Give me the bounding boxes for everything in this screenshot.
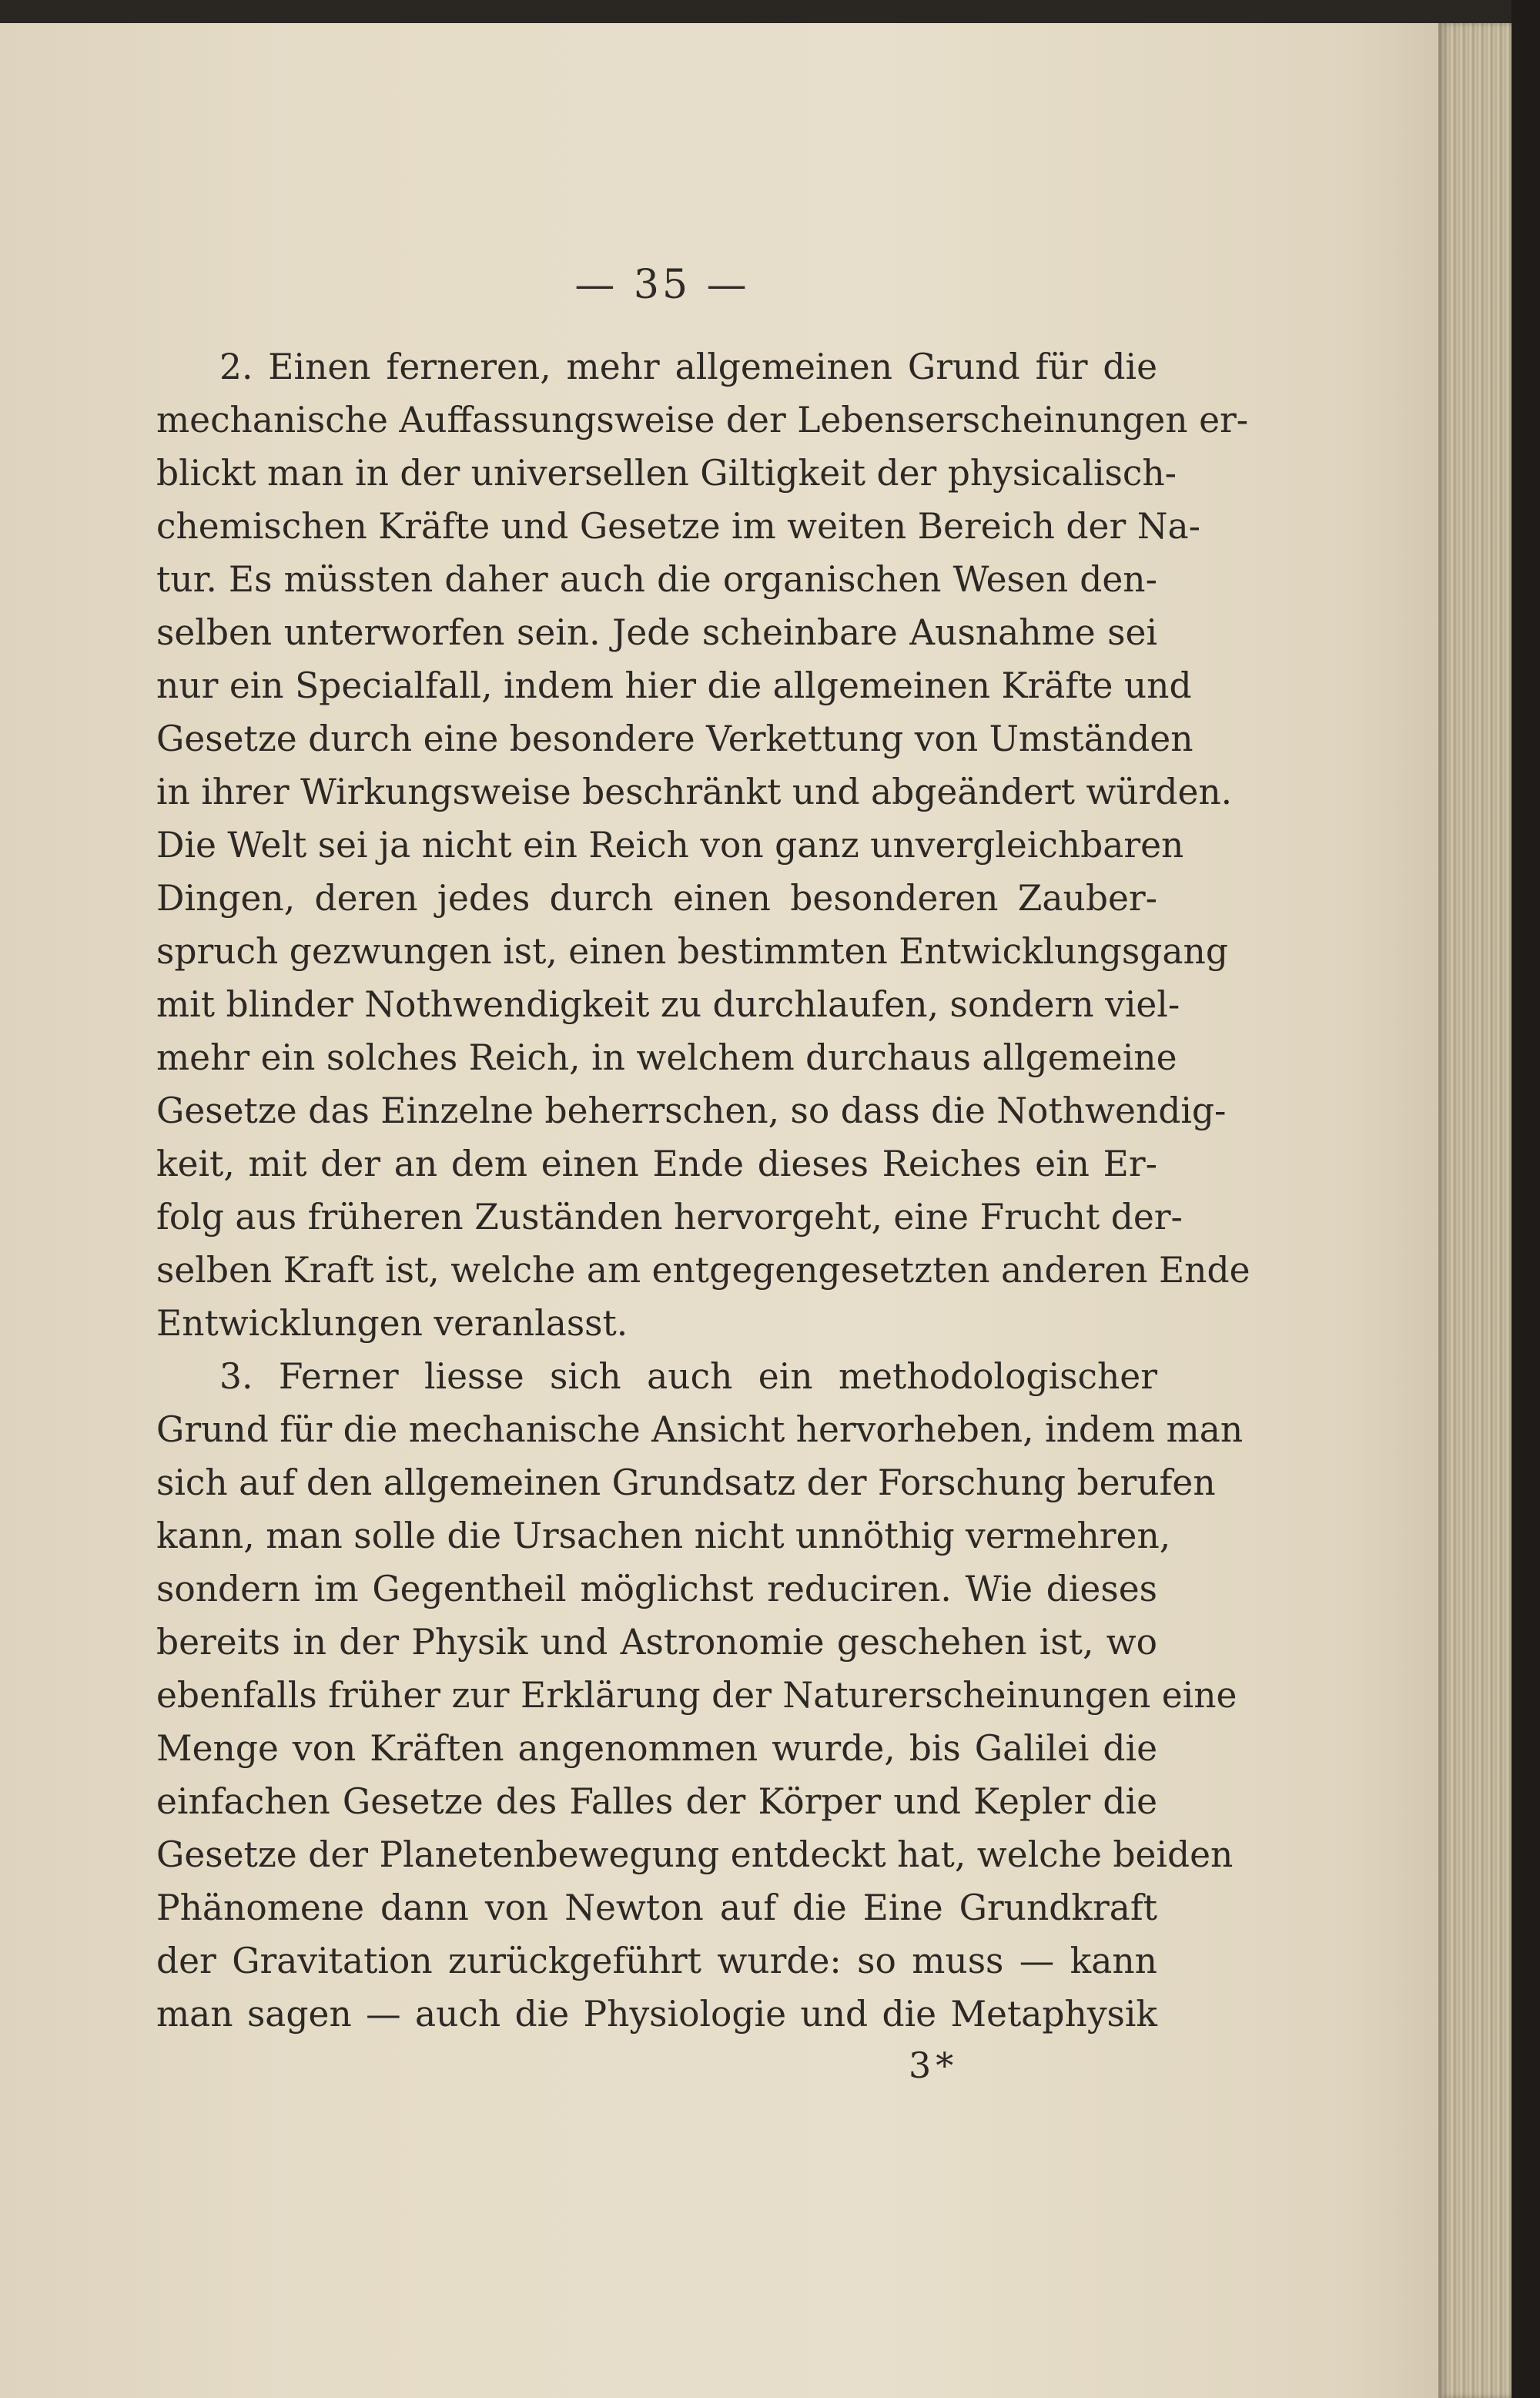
text-line: sich auf den allgemeinen Grundsatz der Forschung berufen xyxy=(156,1462,1216,1503)
text-line: chemischen Kräfte und Gesetze im weiten Bereich der Na- xyxy=(156,506,1201,547)
page-number: — 35 — xyxy=(574,262,750,308)
text-line: Menge von Kräften angenommen wurde, bis Galilei die xyxy=(156,1728,1157,1769)
text-line: in ihrer Wirkungsweise beschränkt und abgeändert würden. xyxy=(156,772,1233,812)
text-line: ebenfalls früher zur Erklärung der Naturerscheinungen eine xyxy=(156,1675,1237,1716)
text-line: Die Welt sei ja nicht ein Reich von ganz unvergleichbaren xyxy=(156,825,1184,866)
book-page-edges xyxy=(1438,23,1512,2398)
book-spine-shadow xyxy=(1512,0,1540,2398)
text-line: Gesetze der Planetenbewegung entdeckt hat, welche beiden xyxy=(156,1834,1234,1875)
text-line: man sagen — auch die Physiologie und die Metaphysik xyxy=(156,1994,1157,2035)
text-line: Entwicklungen veranlasst. xyxy=(156,1303,628,1344)
text-line: Phänomene dann von Newton auf die Eine Grundkraft xyxy=(156,1887,1157,1928)
text-line: einfachen Gesetze des Falles der Körper und Kepler die xyxy=(156,1781,1157,1822)
text-line: mechanische Auffassungsweise der Lebenserscheinungen er- xyxy=(156,400,1249,440)
text-line: selben Kraft ist, welche am entgegengesetzten anderen Ende xyxy=(156,1250,1250,1291)
text-line: tur. Es müssten daher auch die organischen Wesen den- xyxy=(156,559,1157,600)
text-line: nur ein Specialfall, indem hier die allgemeinen Kräfte und xyxy=(156,665,1192,706)
body-text xyxy=(156,340,1250,2041)
text-line: kann, man solle die Ursachen nicht unnöthig vermehren, xyxy=(156,1515,1171,1556)
text-line: blickt man in der universellen Giltigkeit der physicalisch- xyxy=(156,453,1177,494)
text-line: 2. Einen ferneren, mehr allgemeinen Grund für die xyxy=(219,347,1157,387)
text-line: sondern im Gegentheil möglichst reduciren. Wie dieses xyxy=(156,1569,1157,1609)
text-line: Grund für die mechanische Ansicht hervorheben, indem man xyxy=(156,1409,1244,1450)
text-line: Gesetze durch eine besondere Verkettung von Umständen xyxy=(156,718,1194,759)
text-line: Gesetze das Einzelne beherrschen, so dass die Nothwendig- xyxy=(156,1090,1227,1131)
text-line: mit blinder Nothwendigkeit zu durchlaufen, sondern viel- xyxy=(156,984,1180,1025)
text-line: 3. Ferner liesse sich auch ein methodologischer xyxy=(219,1356,1157,1397)
text-line: Dingen, deren jedes durch einen besonderen Zauber- xyxy=(156,878,1157,919)
text-line: folg aus früheren Zuständen hervorgeht, eine Frucht der- xyxy=(156,1197,1183,1238)
text-line: bereits in der Physik und Astronomie geschehen ist, wo xyxy=(156,1622,1157,1663)
text-line: keit, mit der an dem einen Ende dieses Reiches ein Er- xyxy=(156,1144,1157,1184)
text-line: mehr ein solches Reich, in welchem durchaus allgemeine xyxy=(156,1037,1177,1078)
text-line: selben unterworfen sein. Jede scheinbare Ausnahme sei xyxy=(156,612,1157,653)
signature-mark: 3* xyxy=(909,2045,959,2086)
text-line: spruch gezwungen ist, einen bestimmten Entwicklungsgang xyxy=(156,931,1228,972)
text-line: der Gravitation zurückgeführt wurde: so muss — kann xyxy=(156,1941,1157,1981)
